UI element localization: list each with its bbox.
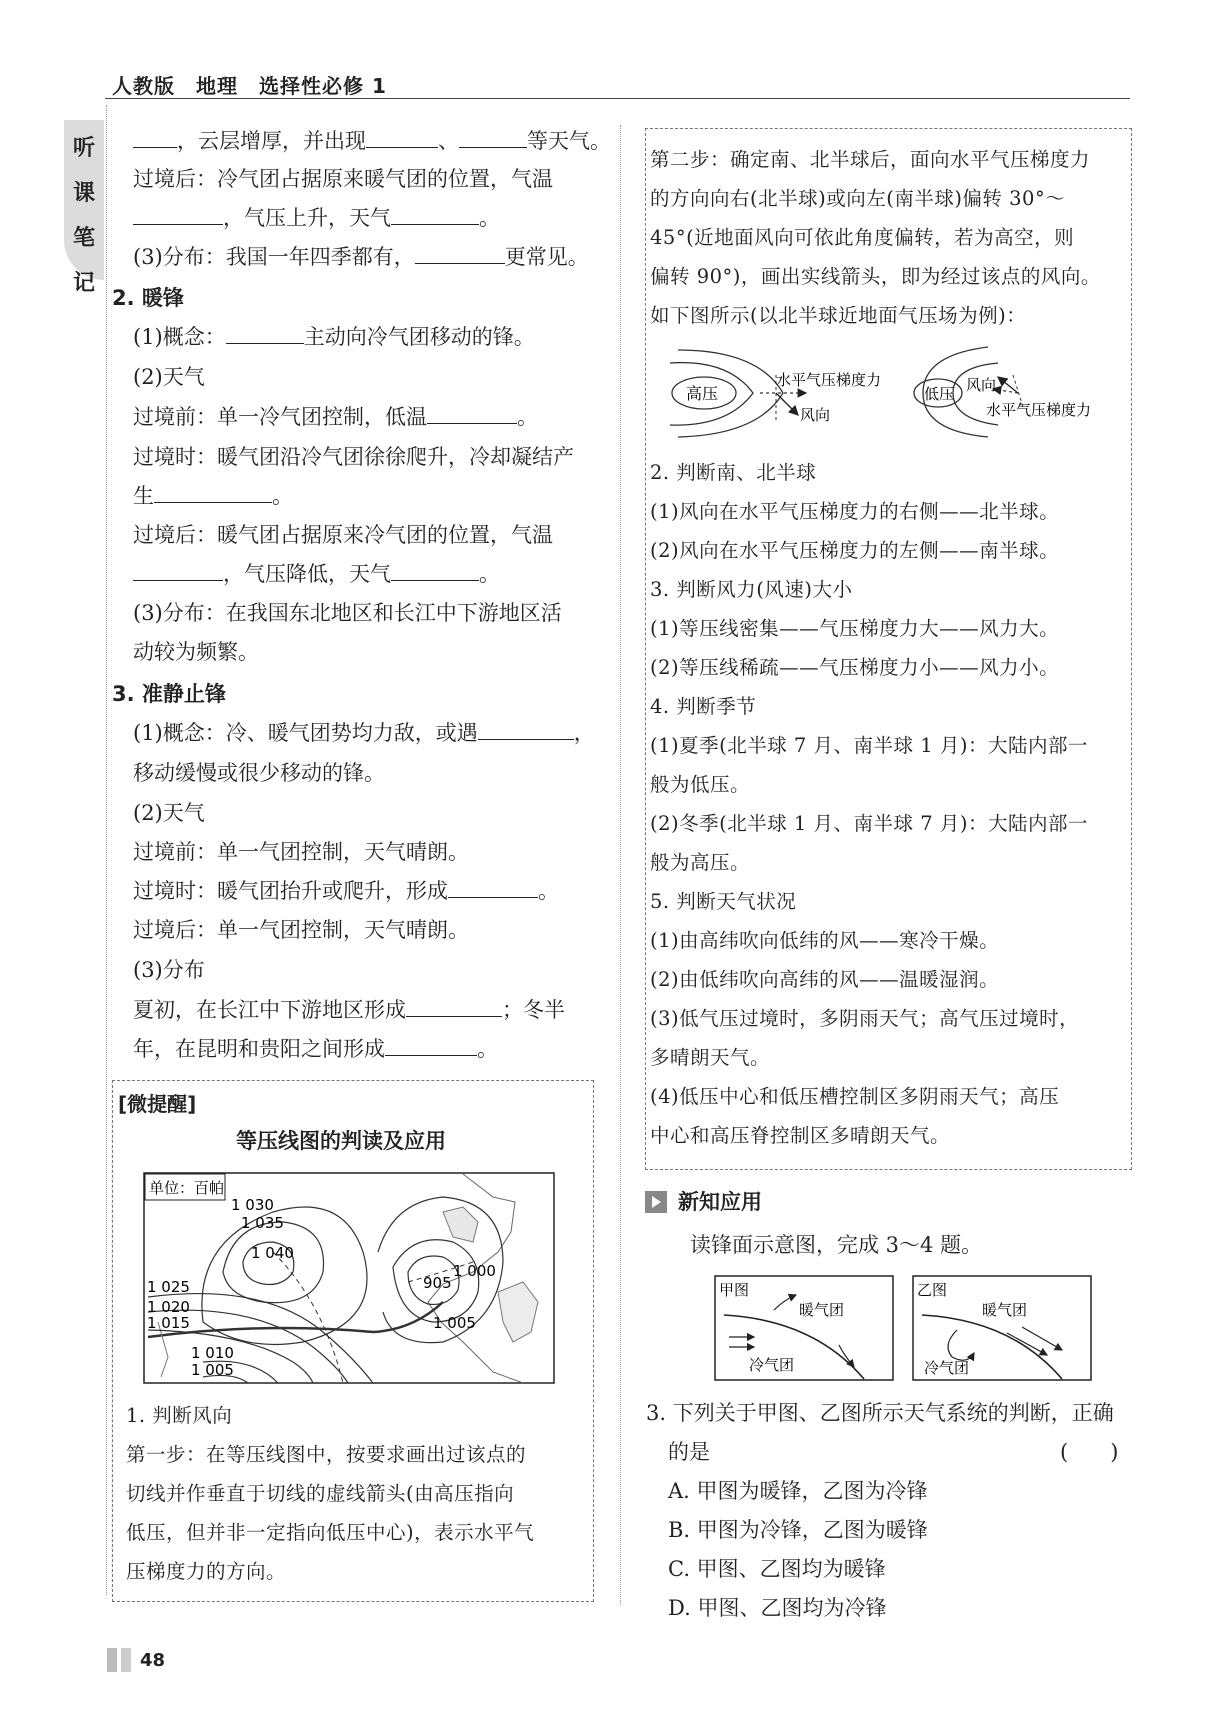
text-line: 年，在昆明和贵阳之间形成 。: [133, 1037, 498, 1061]
text-line: 3. 判断风力(风速)大小: [650, 578, 853, 601]
side-tab-char: 记: [72, 271, 95, 296]
text-line: 切线并作垂直于切线的虚线箭头(由高压指向: [126, 1482, 515, 1505]
pgf-label: 水平气压梯度力: [776, 371, 882, 389]
wind-label: 风向: [800, 406, 831, 424]
front-diagram-b: [912, 1275, 1092, 1381]
fill-blank[interactable]: [448, 877, 538, 898]
fill-blank[interactable]: [406, 996, 502, 1017]
text-line: (3)分布: [133, 958, 205, 982]
isobar-label: 1 025: [147, 1278, 190, 1296]
question-stem: 的是: [668, 1440, 710, 1464]
text-line: 偏转 90°)，画出实线箭头，即为经过该点的风向。: [650, 265, 1101, 288]
text-line: (1)夏季(北半球 7 月、南半球 1 月)：大陆内部一: [650, 734, 1088, 757]
text-line: (1)由高纬吹向低纬的风——寒冷干燥。: [650, 929, 1000, 952]
fill-blank[interactable]: [391, 560, 479, 581]
text-line: (4)低压中心和低压槽控制区多阴雨天气；高压: [650, 1085, 1060, 1108]
text-line: (1)风向在水平气压梯度力的右侧——北半球。: [650, 500, 1060, 523]
text-line: (2)天气: [133, 801, 205, 825]
text-line: 读锋面示意图，完成 3～4 题。: [690, 1233, 983, 1257]
text-line: 4. 判断季节: [650, 695, 757, 718]
fill-blank[interactable]: [133, 204, 223, 225]
fill-blank[interactable]: [385, 1035, 477, 1056]
side-tab-char: 听: [72, 136, 95, 161]
high-pressure-label: 高压: [686, 384, 719, 403]
answer-paren[interactable]: ( ): [1060, 1440, 1119, 1464]
section-heading: 2. 暖锋: [112, 286, 184, 310]
isobar-label: 1 035: [241, 1214, 284, 1232]
fill-blank[interactable]: [133, 560, 223, 581]
header-rule: [105, 98, 1130, 99]
page-number: 48: [140, 1650, 166, 1671]
fill-blank[interactable]: [226, 323, 304, 344]
text-line: 过境前：单一冷气团控制，低温 。: [133, 405, 538, 429]
warm-air-label: 暖气团: [982, 1301, 1028, 1319]
isobar-label: 1 040: [251, 1244, 294, 1262]
fill-blank[interactable]: [366, 127, 438, 148]
side-tab-char: 笔: [72, 226, 95, 251]
fill-blank[interactable]: [391, 204, 479, 225]
fill-blank[interactable]: [427, 403, 517, 424]
section-heading: 新知应用: [678, 1190, 762, 1214]
isobar-label: 1 005: [433, 1314, 476, 1332]
column-divider: [620, 125, 621, 1605]
text-line: 过境后：冷气团占据原来暖气团的位置，气温: [133, 167, 553, 191]
low-pressure-label: 低压: [924, 385, 955, 403]
fill-blank[interactable]: [478, 719, 574, 740]
option-c[interactable]: C. 甲图、乙图均为暖锋: [668, 1557, 886, 1581]
text-line: 45°(近地面风向可依此角度偏转，若为高空，则: [650, 226, 1075, 249]
play-icon: [645, 1191, 667, 1213]
text-line: 如下图所示(以北半球近地面气压场为例)：: [650, 304, 1027, 327]
text-line: 夏初，在长江中下游地区形成 ；冬半: [133, 998, 565, 1022]
fill-blank[interactable]: [415, 243, 505, 264]
option-b[interactable]: B. 甲图为冷锋，乙图为暖锋: [668, 1518, 928, 1542]
option-a[interactable]: A. 甲图为暖锋，乙图为冷锋: [668, 1479, 928, 1503]
text-line: (3)分布：在我国东北地区和长江中下游地区活: [133, 601, 562, 625]
text-line: 过境后：单一气团控制，天气晴朗。: [133, 918, 469, 942]
isobar-label: 1 000: [453, 1262, 496, 1280]
side-tab-notes: [64, 120, 104, 296]
text-line: 压梯度力的方向。: [126, 1560, 287, 1583]
pgf-label: 水平气压梯度力: [986, 401, 1092, 419]
text-line: 的方向向右(北半球)或向左(南半球)偏转 30°～: [650, 187, 1066, 210]
map-unit-label: 单位：百帕: [149, 1179, 225, 1197]
fill-blank[interactable]: [154, 482, 272, 503]
text-line: (2)风向在水平气压梯度力的左侧——南半球。: [650, 539, 1060, 562]
tip-label: [微提醒]: [118, 1092, 197, 1116]
left-margin-divider: [106, 105, 107, 1595]
isobar-label: 1 030: [231, 1196, 274, 1214]
side-tab-char: 课: [72, 181, 95, 206]
text-line: 1. 判断风向: [126, 1404, 233, 1427]
text-line: 2. 判断南、北半球: [650, 461, 817, 484]
footer-bar: [121, 1648, 131, 1672]
text-line: 5. 判断天气状况: [650, 890, 797, 913]
isobar-label: 1 020: [147, 1298, 190, 1316]
text-line: (2)由低纬吹向高纬的风——温暖湿润。: [650, 968, 1000, 991]
text-line: (2)冬季(北半球 1 月、南半球 7 月)：大陆内部一: [650, 812, 1088, 835]
fill-blank[interactable]: [459, 127, 527, 148]
option-d[interactable]: D. 甲图、乙图均为冷锋: [668, 1596, 887, 1620]
text-line: 过境时：暖气团沿冷气团徐徐爬升，冷却凝结产: [133, 445, 574, 469]
section-heading: 3. 准静止锋: [112, 682, 226, 706]
text-line: (1)等压线密集——气压梯度力大——风力大。: [650, 617, 1060, 640]
text-line: 低压，但并非一定指向低压中心)，表示水平气: [126, 1521, 535, 1544]
isobar-label: 905: [423, 1274, 452, 1292]
isobar-label: 1 005: [191, 1361, 234, 1379]
text-line: (3)分布：我国一年四季都有， 更常见。: [133, 245, 589, 269]
text-line: ，气压上升，天气 。: [133, 203, 500, 233]
wind-direction-figure: [668, 345, 1118, 440]
diagram-label: 乙图: [917, 1281, 948, 1299]
text-line: 中心和高压脊控制区多晴朗天气。: [650, 1124, 951, 1147]
text-line: ，气压降低，天气 。: [133, 559, 500, 589]
text-line: (2)等压线稀疏——气压梯度力小——风力小。: [650, 656, 1060, 679]
wind-label: 风向: [966, 376, 997, 394]
text-line: 生 。: [133, 484, 293, 508]
isobar-label: 1 015: [147, 1314, 190, 1332]
tip-title: 等压线图的判读及应用: [236, 1129, 446, 1153]
cold-air-label: 冷气团: [749, 1356, 795, 1374]
cold-air-label: 冷气团: [924, 1359, 970, 1377]
diagram-label: 甲图: [719, 1281, 750, 1299]
page-header: 人教版 地理 选择性必修 1: [112, 74, 387, 98]
text-line: (1)概念：冷、暖气团势均力敌，或遇 ，: [133, 721, 595, 745]
isobar-label: 1 010: [191, 1344, 234, 1362]
text-line: 移动缓慢或很少移动的锋。: [133, 761, 385, 785]
text-line: 般为高压。: [650, 851, 751, 874]
question-stem: 3. 下列关于甲图、乙图所示天气系统的判断，正确: [646, 1401, 1114, 1425]
fill-blank[interactable]: [133, 127, 177, 148]
text-line: 多晴朗天气。: [650, 1046, 771, 1069]
isobar-map: [143, 1172, 555, 1384]
front-diagram-a: [714, 1275, 894, 1381]
text-line: 般为低压。: [650, 773, 751, 796]
text-line: 过境前：单一气团控制，天气晴朗。: [133, 840, 469, 864]
text-line: (1)概念： 主动向冷气团移动的锋。: [133, 325, 535, 349]
text-line: 过境时：暖气团抬升或爬升，形成 。: [133, 879, 559, 903]
text-line: ，云层增厚，并出现 、 等天气。: [133, 126, 611, 156]
warm-air-label: 暖气团: [799, 1301, 845, 1319]
footer-bar: [107, 1648, 117, 1672]
text-line: 第一步：在等压线图中，按要求画出过该点的: [126, 1443, 527, 1466]
text-line: 动较为频繁。: [133, 640, 259, 664]
text-line: 第二步：确定南、北半球后，面向水平气压梯度力: [650, 148, 1091, 171]
text-line: (2)天气: [133, 365, 205, 389]
text-line: 过境后：暖气团占据原来冷气团的位置，气温: [133, 523, 553, 547]
text-line: (3)低气压过境时，多阴雨天气；高气压过境时，: [650, 1007, 1080, 1030]
